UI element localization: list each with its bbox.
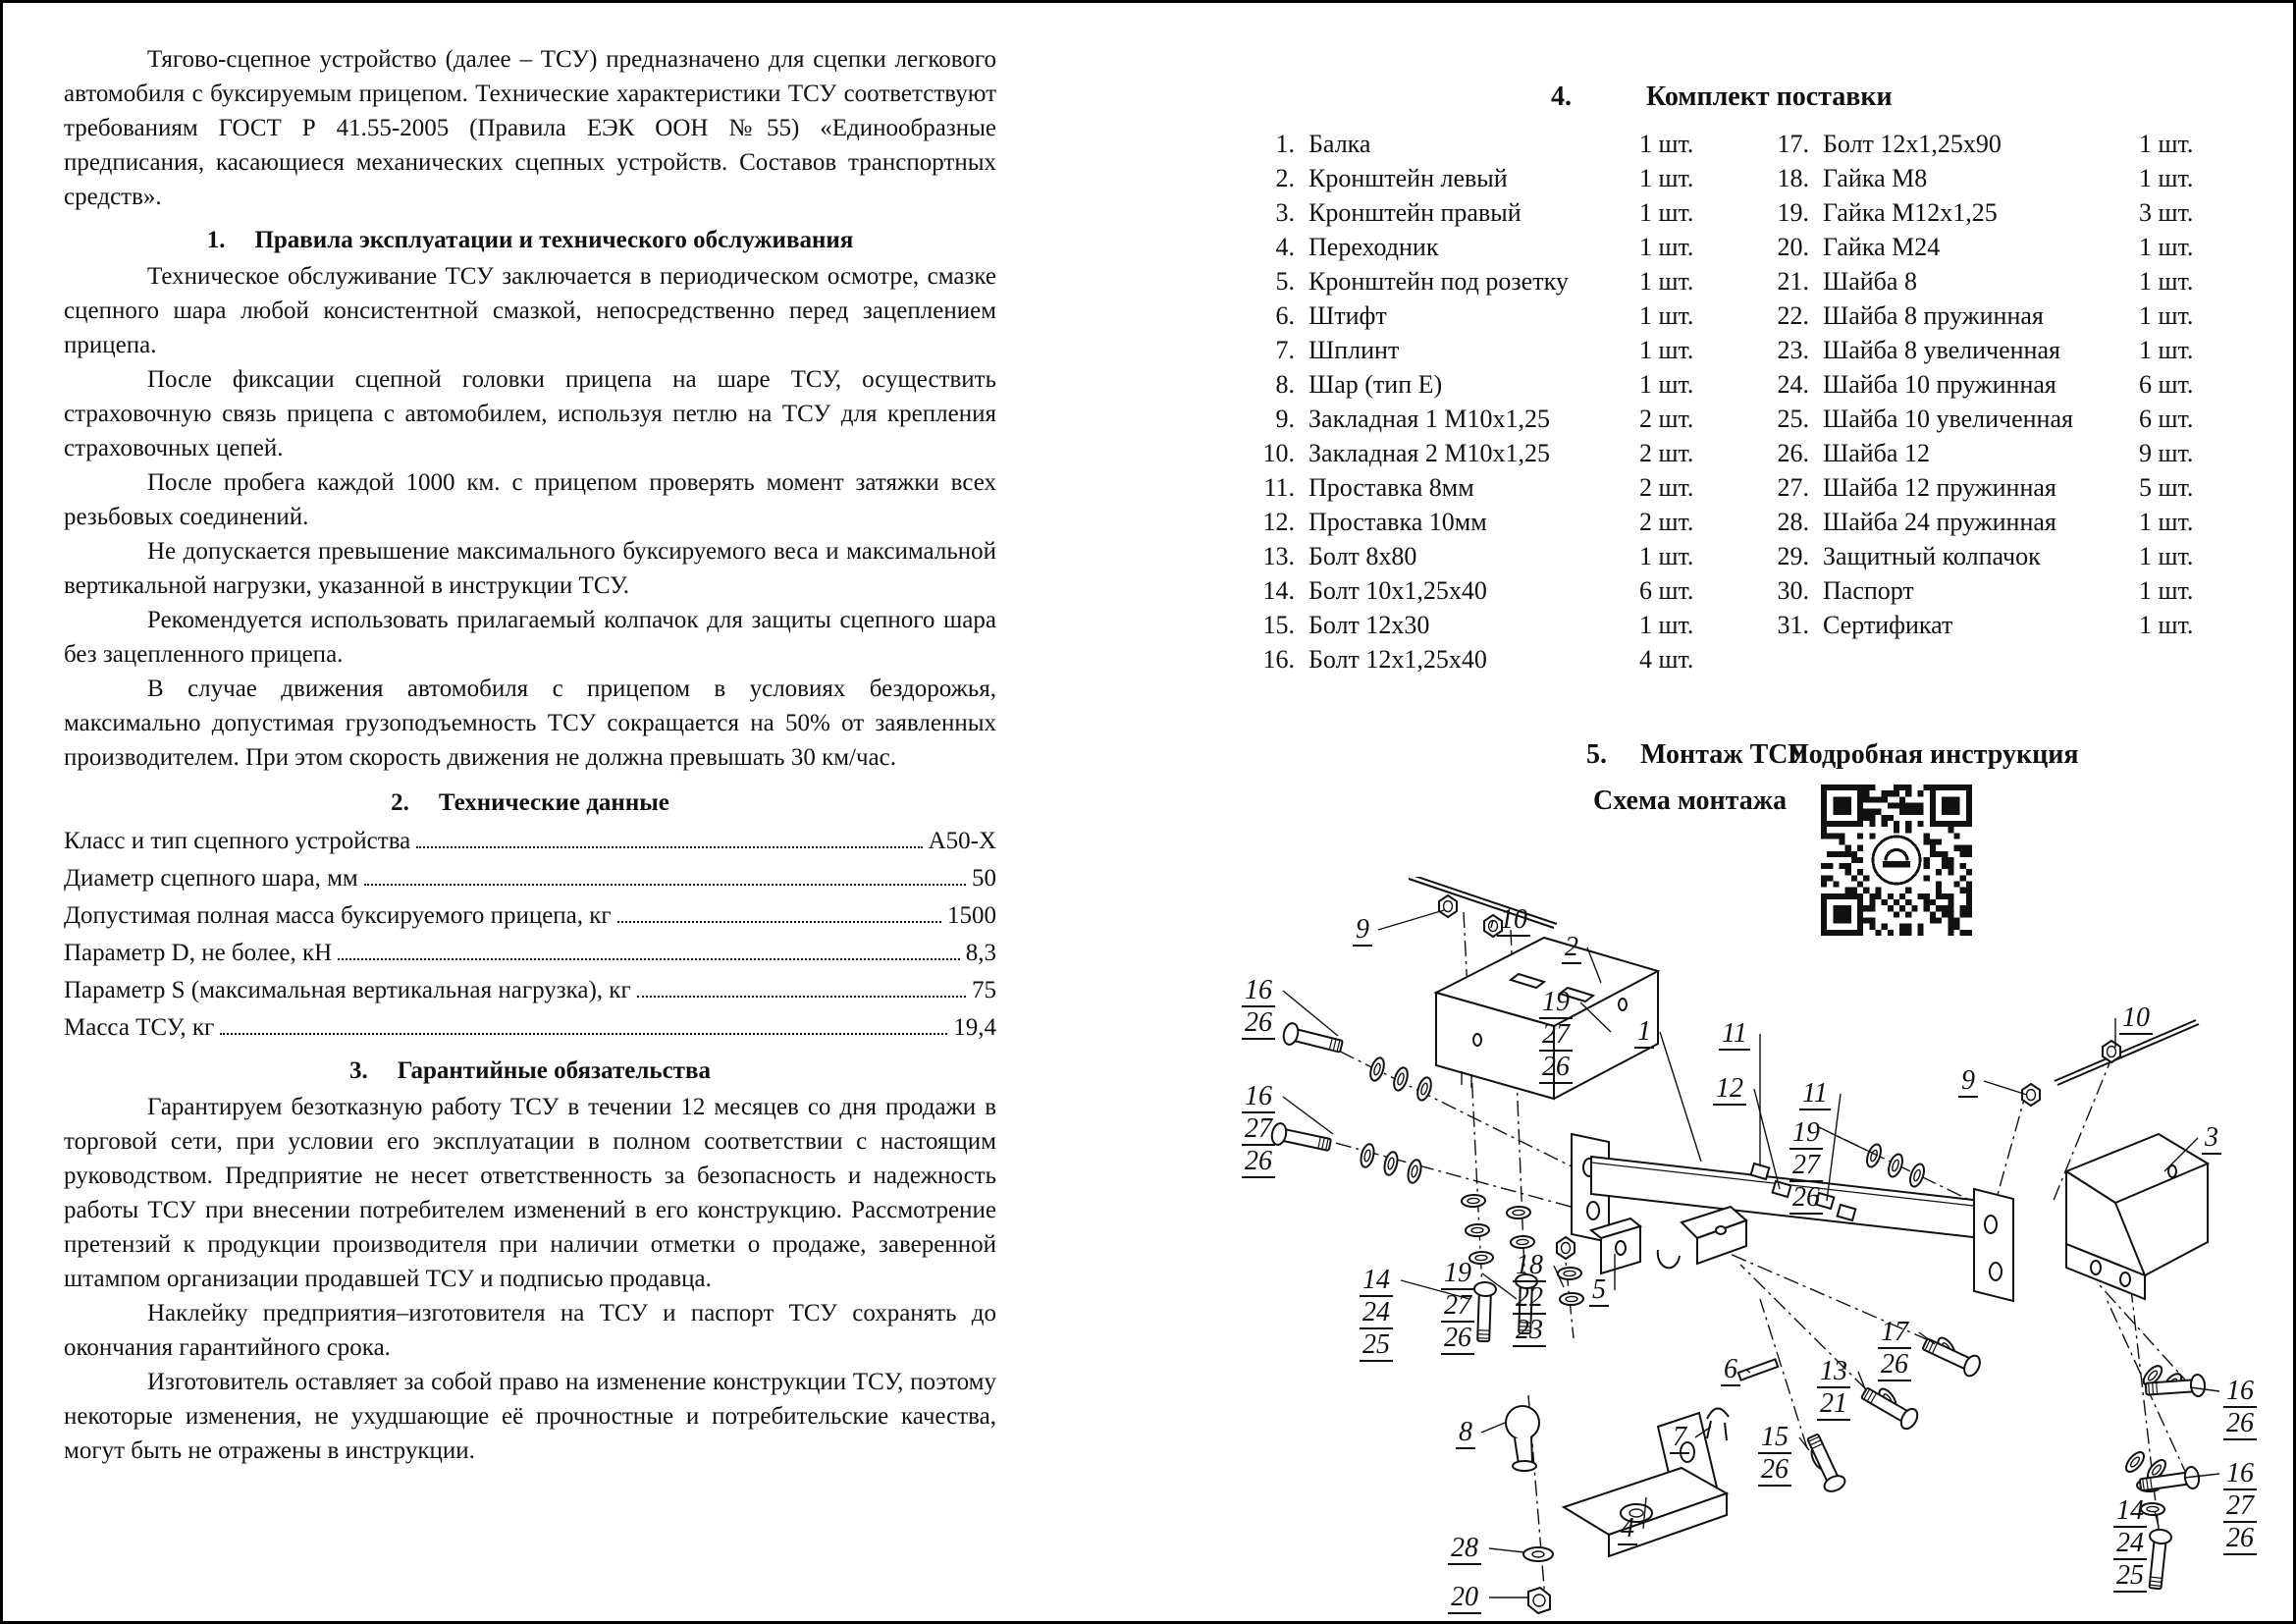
diagram-label xyxy=(1789,1117,1823,1215)
part-number: 21. xyxy=(1777,267,1809,296)
part-name: Проставка 10мм xyxy=(1308,508,1487,536)
diagram-label-number: 26 xyxy=(1242,1146,1275,1178)
parts-list-row xyxy=(1220,573,1731,608)
dotted-leader xyxy=(338,958,960,960)
part-number: 16. xyxy=(1262,645,1295,674)
diagram-label-number: 2 xyxy=(1562,932,1581,964)
diagram-label-number: 13 xyxy=(1817,1356,1850,1388)
part-quantity: 4 шт. xyxy=(1639,645,1694,674)
parts-list-row xyxy=(1711,230,2241,264)
diagram-label-number: 27 xyxy=(1789,1150,1823,1182)
diagram-label-number: 14 xyxy=(2113,1495,2147,1528)
part-quantity: 1 шт. xyxy=(1639,336,1694,364)
tech-data-row xyxy=(64,824,996,861)
part-quantity: 1 шт. xyxy=(1639,164,1694,192)
tech-data-label: Масса ТСУ, кг xyxy=(64,1014,215,1041)
part-name: Болт 12х1,25х90 xyxy=(1823,130,2002,158)
part-quantity: 1 шт. xyxy=(1639,301,1694,330)
diagram-label-number: 23 xyxy=(1513,1315,1546,1347)
parts-list-row xyxy=(1220,195,1731,230)
part-name: Шайба 10 пружинная xyxy=(1823,370,2056,399)
diagram-label xyxy=(1242,975,1275,1040)
diagram-label-number: 28 xyxy=(1448,1533,1481,1565)
section-5-title: Монтаж ТСУ xyxy=(1640,739,1808,770)
diagram-label xyxy=(2223,1458,2257,1555)
part-quantity: 3 шт. xyxy=(2139,198,2194,227)
parts-list-row xyxy=(1711,127,2241,161)
parts-list-row xyxy=(1220,367,1731,402)
diagram-label-number: 24 xyxy=(1360,1297,1393,1329)
diagram-label xyxy=(1360,1265,1393,1362)
diagram-label-number: 27 xyxy=(1441,1290,1474,1323)
tech-data-label: Допустимая полная масса буксируемого прицепа, кг xyxy=(64,902,612,929)
part-number: 4. xyxy=(1275,233,1295,261)
part-number: 1. xyxy=(1275,130,1295,158)
part-quantity: 2 шт. xyxy=(1639,508,1694,536)
part-quantity: 1 шт. xyxy=(1639,370,1694,399)
part-name: Гайка М24 xyxy=(1823,233,1941,261)
tech-data-value: 75 xyxy=(972,977,996,1003)
tech-data-label: Диаметр сцепного шара, мм xyxy=(64,865,358,892)
part-number: 15. xyxy=(1262,611,1295,639)
part-name: Шайба 12 пружинная xyxy=(1823,473,2056,502)
paragraph: Не допускается превышение максимального буксируемого веса и максимальной вертикальной нагрузки, указанной в инструкции ТСУ. xyxy=(64,538,996,599)
diagram-label-number: 11 xyxy=(1799,1078,1831,1110)
part-number: 31. xyxy=(1777,611,1809,639)
fastener-bolts xyxy=(1270,1022,2206,1590)
tech-data-value: А50-X xyxy=(928,828,996,854)
part-name: Шар (тип Е) xyxy=(1308,370,1443,399)
diagram-label-number: 17 xyxy=(1878,1317,1911,1349)
scheme-subheading: Схема монтажа xyxy=(1593,785,1788,816)
parts-list-row xyxy=(1711,367,2241,402)
part-name: Проставка 8мм xyxy=(1308,473,1474,502)
detail-instruction-heading: Подробная инструкция xyxy=(1788,739,2079,770)
dotted-leader xyxy=(637,996,966,998)
part-quantity: 1 шт. xyxy=(2139,542,2194,570)
part-quantity: 1 шт. xyxy=(2139,336,2194,364)
parts-list-row xyxy=(1711,264,2241,298)
diagram-label xyxy=(2223,1376,2257,1440)
diagram-label-number: 16 xyxy=(1242,1081,1275,1113)
part-number: 25. xyxy=(1777,405,1809,433)
diagram-label-number: 3 xyxy=(2202,1122,2221,1155)
parts-list-row xyxy=(1711,505,2241,539)
tech-data-label: Класс и тип сцепного устройства xyxy=(64,828,411,854)
diagram-label-number: 18 xyxy=(1513,1250,1546,1282)
part-bracket-right xyxy=(2066,1134,2208,1299)
part-number: 17. xyxy=(1777,130,1809,158)
section-3-number: 3. xyxy=(349,1057,368,1084)
diagram-label-number: 5 xyxy=(1589,1274,1609,1307)
part-name: Сертификат xyxy=(1823,611,1953,639)
diagram-label-number: 26 xyxy=(2223,1523,2257,1555)
parts-list-row xyxy=(1711,333,2241,367)
diagram-label xyxy=(1562,932,1581,964)
part-number: 10. xyxy=(1262,439,1295,467)
parts-list-row xyxy=(1220,642,1731,677)
part-quantity: 2 шт. xyxy=(1639,405,1694,433)
parts-list-row xyxy=(1220,161,1731,195)
tech-data-label: Параметр D, не более, кН xyxy=(64,940,333,966)
section-4-title: Комплект поставки xyxy=(1646,81,1893,112)
paragraph: Изготовитель оставляет за собой право на изменение конструкции ТСУ, поэтому некоторые изменения, не ухудшающие её прочностные и потребительские качества, могут быть не отражены в инструкции. xyxy=(64,1369,996,1464)
part-quantity: 1 шт. xyxy=(1639,267,1694,296)
tech-data-row xyxy=(64,1010,996,1048)
tech-data-row xyxy=(64,936,996,973)
part-quantity: 6 шт. xyxy=(2139,405,2194,433)
part-quantity: 1 шт. xyxy=(2139,301,2194,330)
diagram-label xyxy=(2202,1122,2221,1155)
part-number: 14. xyxy=(1262,576,1295,605)
tech-data-row xyxy=(64,861,996,898)
parts-list-row xyxy=(1220,230,1731,264)
parts-list-row xyxy=(1711,539,2241,573)
diagram-label xyxy=(1799,1078,1831,1110)
part-name: Шплинт xyxy=(1308,336,1400,364)
diagram-label xyxy=(1719,1018,1750,1051)
diagram-label-number: 14 xyxy=(1360,1265,1393,1297)
section-1-heading xyxy=(64,223,996,257)
assembly-diagram xyxy=(1132,877,2296,1624)
part-quantity: 1 шт. xyxy=(1639,233,1694,261)
part-quantity: 1 шт. xyxy=(1639,542,1694,570)
diagram-label xyxy=(1634,1016,1654,1049)
part-number: 27. xyxy=(1777,473,1809,502)
diagram-label-number: 15 xyxy=(1758,1422,1791,1454)
part-adapter xyxy=(1564,1413,1727,1556)
part-number: 28. xyxy=(1777,508,1809,536)
section-5-number: 5. xyxy=(1586,739,1607,770)
diagram-label xyxy=(1670,1422,1689,1454)
part-name: Гайка М12х1,25 xyxy=(1823,198,1998,227)
paragraph: В случае движения автомобиля с прицепом в условиях бездорожья, максимально допустимая грузоподъемность ТСУ сокращается на 50% от заявленных производителем. При этом скорость движения не должна превышать 30 км/час. xyxy=(64,676,996,771)
part-name: Балка xyxy=(1308,130,1371,158)
diagram-label xyxy=(1456,1417,1475,1449)
diagram-label xyxy=(2119,1002,2153,1035)
parts-list-row xyxy=(1711,608,2241,642)
part-quantity: 9 шт. xyxy=(2139,439,2194,467)
diagram-label-number: 26 xyxy=(1758,1454,1791,1487)
paragraph: Техническое обслуживание ТСУ заключается в периодическом осмотре, смазке сцепного шара любой консистентной смазкой, непосредственно перед зацеплением прицепа. xyxy=(64,263,996,358)
parts-list-row xyxy=(1711,195,2241,230)
diagram-label xyxy=(1721,1354,1740,1386)
parts-list-row xyxy=(1711,161,2241,195)
part-name: Шайба 12 xyxy=(1823,439,1930,467)
part-quantity: 1 шт. xyxy=(1639,611,1694,639)
diagram-label-number: 16 xyxy=(1242,975,1275,1007)
parts-list-row xyxy=(1220,470,1731,505)
diagram-label-number: 19 xyxy=(1441,1258,1474,1290)
diagram-label-number: 19 xyxy=(1789,1117,1823,1150)
parts-list-row xyxy=(1220,333,1731,367)
part-number: 30. xyxy=(1777,576,1809,605)
part-number: 22. xyxy=(1777,301,1809,330)
paragraph: После фиксации сцепной головки прицепа на шаре ТСУ, осуществить страховочную связь прицепа с автомобилем, используя петлю на ТСУ для крепления страховочных цепей. xyxy=(64,366,996,461)
diagram-label-number: 26 xyxy=(1539,1052,1573,1084)
dotted-leader xyxy=(617,921,941,923)
diagram-label-number: 12 xyxy=(1713,1073,1746,1106)
part-number: 19. xyxy=(1777,198,1809,227)
part-number: 12. xyxy=(1262,508,1295,536)
diagram-label-number: 8 xyxy=(1456,1417,1475,1449)
part-number: 11. xyxy=(1263,473,1295,502)
section-2-title: Технические данные xyxy=(438,789,669,816)
diagram-label-number: 11 xyxy=(1719,1018,1750,1051)
part-name: Переходник xyxy=(1308,233,1439,261)
technical-data-table xyxy=(64,824,996,1048)
parts-list-row xyxy=(1220,505,1731,539)
diagram-label-number: 24 xyxy=(2113,1528,2147,1560)
section-3-heading xyxy=(64,1054,996,1088)
diagram-label xyxy=(1618,1513,1637,1545)
diagram-label xyxy=(1758,1422,1791,1487)
parts-list-column-1 xyxy=(1220,127,1731,677)
part-number: 29. xyxy=(1777,542,1809,570)
diagram-label xyxy=(1513,1250,1546,1347)
part-number: 20. xyxy=(1777,233,1809,261)
parts-list-row xyxy=(1220,539,1731,573)
part-quantity: 6 шт. xyxy=(1639,576,1694,605)
diagram-label xyxy=(1353,914,1372,947)
part-name: Шайба 8 пружинная xyxy=(1823,301,2044,330)
diagram-label xyxy=(1497,904,1530,937)
part-name: Шайба 10 увеличенная xyxy=(1823,405,2073,433)
paragraph: Рекомендуется использовать прилагаемый колпачок для защиты сцепного шара без зацепленного прицепа. xyxy=(64,607,996,668)
center-axes xyxy=(1281,912,2192,1611)
diagram-label xyxy=(1713,1073,1746,1106)
part-name: Штифт xyxy=(1308,301,1387,330)
diagram-label-number: 26 xyxy=(1242,1007,1275,1040)
part-quantity: 1 шт. xyxy=(2139,130,2194,158)
parts-list-row xyxy=(1711,573,2241,608)
part-name: Гайка М8 xyxy=(1823,164,1928,192)
part-name: Болт 12х30 xyxy=(1308,611,1430,639)
part-name: Закладная 1 М10х1,25 xyxy=(1308,405,1550,433)
section-5-heading xyxy=(1586,739,1808,771)
parts-list-row xyxy=(1220,264,1731,298)
part-name: Закладная 2 М10х1,25 xyxy=(1308,439,1550,467)
dotted-leader xyxy=(364,884,966,886)
part-number: 23. xyxy=(1777,336,1809,364)
left-text-column xyxy=(64,25,996,1468)
diagram-label-number: 27 xyxy=(2223,1490,2257,1523)
section-3-title: Гарантийные обязательства xyxy=(397,1057,711,1084)
part-number: 6. xyxy=(1275,301,1295,330)
section-1-title: Правила эксплуатации и технического обслуживания xyxy=(254,227,854,253)
part-quantity: 1 шт. xyxy=(2139,164,2194,192)
part-quantity: 5 шт. xyxy=(2139,473,2194,502)
paragraph: После пробега каждой 1000 км. с прицепом проверять момент затяжки всех резьбовых соединений. xyxy=(64,469,996,530)
tech-data-label: Параметр S (максимальная вертикальная нагрузка), кг xyxy=(64,977,631,1003)
parts-list-row xyxy=(1220,402,1731,436)
diagram-label-number: 20 xyxy=(1448,1582,1481,1614)
diagram-label xyxy=(1589,1274,1609,1307)
part-name: Кронштейн под розетку xyxy=(1308,267,1569,296)
part-name: Шайба 24 пружинная xyxy=(1823,508,2056,536)
diagram-label-number: 22 xyxy=(1513,1282,1546,1315)
diagram-label xyxy=(1817,1356,1850,1421)
part-quantity: 2 шт. xyxy=(1639,439,1694,467)
diagram-label xyxy=(1448,1582,1481,1614)
diagram-label xyxy=(1448,1533,1481,1565)
diagram-label-number: 9 xyxy=(1353,914,1372,947)
diagram-label-number: 16 xyxy=(2223,1458,2257,1490)
paragraph: Наклейку предприятия–изготовителя на ТСУ и паспорт ТСУ сохранять до окончания гарантийного срока. xyxy=(64,1300,996,1361)
part-number: 5. xyxy=(1275,267,1295,296)
tech-data-row xyxy=(64,973,996,1010)
diagram-label-number: 26 xyxy=(1878,1349,1911,1381)
part-name: Паспорт xyxy=(1823,576,1914,605)
tech-data-value: 8,3 xyxy=(965,940,996,966)
part-quantity: 2 шт. xyxy=(1639,473,1694,502)
section-1-number: 1. xyxy=(206,227,226,253)
parts-list-row xyxy=(1711,298,2241,333)
parts-list-row xyxy=(1220,127,1731,161)
part-receiver xyxy=(1658,1207,1746,1268)
part-name: Болт 8х80 xyxy=(1308,542,1417,570)
diagram-label-number: 26 xyxy=(1441,1323,1474,1355)
parts-list-row xyxy=(1711,402,2241,436)
part-name: Шайба 8 xyxy=(1823,267,1917,296)
diagram-label-number: 4 xyxy=(1618,1513,1637,1545)
diagram-label-number: 10 xyxy=(2119,1002,2153,1035)
part-number: 13. xyxy=(1262,542,1295,570)
part-quantity: 1 шт. xyxy=(1639,130,1694,158)
part-name: Болт 12х1,25х40 xyxy=(1308,645,1487,674)
parts-list-row xyxy=(1711,470,2241,505)
section-2-heading xyxy=(64,785,996,820)
tech-data-value: 19,4 xyxy=(953,1014,996,1041)
diagram-label-number: 19 xyxy=(1539,987,1573,1019)
diagram-label-number: 27 xyxy=(1242,1113,1275,1146)
diagram-label-number: 21 xyxy=(1817,1388,1850,1421)
part-number: 24. xyxy=(1777,370,1809,399)
diagram-label-number: 27 xyxy=(1539,1019,1573,1052)
part-washer-nut-bottom xyxy=(1523,1547,1553,1613)
part-quantity: 1 шт. xyxy=(2139,611,2194,639)
diagram-label xyxy=(1242,1081,1275,1178)
diagram-label-number: 26 xyxy=(2223,1408,2257,1440)
section-4-heading xyxy=(1551,81,1893,113)
diagram-label xyxy=(2113,1495,2147,1593)
part-number: 7. xyxy=(1275,336,1295,364)
tech-data-row xyxy=(64,898,996,936)
tech-data-value: 50 xyxy=(972,865,996,892)
section-2-number: 2. xyxy=(391,789,409,816)
diagram-label xyxy=(1958,1065,1978,1098)
diagram-label-number: 7 xyxy=(1670,1422,1689,1454)
parts-list-row xyxy=(1711,436,2241,470)
part-number: 2. xyxy=(1275,164,1295,192)
parts-list-column-2 xyxy=(1711,127,2241,642)
paragraph: Гарантируем безотказную работу ТСУ в течении 12 месяцев со дня продажи в торговой сети, при условии его эксплуатации в полном соответствии с настоящим руководством. Предприятие не несет ответственность за безопасность и надежность работы ТСУ при внесении потребителем изменений в его конструкцию. Рассмотрение претензий к продукции производителя при наличии отметки о продаже, заверенной штампом организации продавшей ТСУ и подписью продавца. xyxy=(64,1094,996,1292)
part-number: 9. xyxy=(1275,405,1295,433)
diagram-label-number: 25 xyxy=(2113,1560,2147,1593)
dotted-leader xyxy=(220,1033,947,1035)
part-quantity: 1 шт. xyxy=(2139,576,2194,605)
part-quantity: 1 шт. xyxy=(1639,198,1694,227)
diagram-label-number: 9 xyxy=(1958,1065,1978,1098)
intro-paragraph: Тягово-сцепное устройство (далее – ТСУ) предназначено для сцепки легкового автомобиля с буксируемым прицепом. Технические характеристики ТСУ соответствуют требованиям ГОСТ Р 41.55-2005 (Правила ЕЭК ООН №55) «Единообразные предписания, касающиеся механических сцепных устройств. Составов транспортных средств». xyxy=(64,46,996,210)
part-name: Кронштейн правый xyxy=(1308,198,1522,227)
diagram-label-number: 1 xyxy=(1634,1016,1654,1049)
part-name: Защитный колпачок xyxy=(1823,542,2041,570)
part-name: Кронштейн левый xyxy=(1308,164,1508,192)
parts-list-row xyxy=(1220,298,1731,333)
part-number: 26. xyxy=(1777,439,1809,467)
diagram-label xyxy=(1878,1317,1911,1381)
dotted-leader xyxy=(416,846,922,848)
part-quantity: 6 шт. xyxy=(2139,370,2194,399)
diagram-label-number: 10 xyxy=(1497,904,1530,937)
part-quantity: 1 шт. xyxy=(2139,508,2194,536)
tech-data-value: 1500 xyxy=(947,902,996,929)
diagram-label-number: 26 xyxy=(1789,1182,1823,1215)
part-number: 18. xyxy=(1777,164,1809,192)
part-number: 3. xyxy=(1275,198,1295,227)
part-name: Шайба 8 увеличенная xyxy=(1823,336,2060,364)
section-4-number: 4. xyxy=(1551,81,1572,112)
part-name: Болт 10х1,25х40 xyxy=(1308,576,1487,605)
diagram-label-number: 25 xyxy=(1360,1329,1393,1362)
parts-list-row xyxy=(1220,608,1731,642)
diagram-label xyxy=(1441,1258,1474,1355)
diagram-label-number: 16 xyxy=(2223,1376,2257,1408)
parts-list-row xyxy=(1220,436,1731,470)
part-number: 8. xyxy=(1275,370,1295,399)
part-quantity: 1 шт. xyxy=(2139,267,2194,296)
diagram-label xyxy=(1539,987,1573,1084)
diagram-label-number: 6 xyxy=(1721,1354,1740,1386)
part-quantity: 1 шт. xyxy=(2139,233,2194,261)
